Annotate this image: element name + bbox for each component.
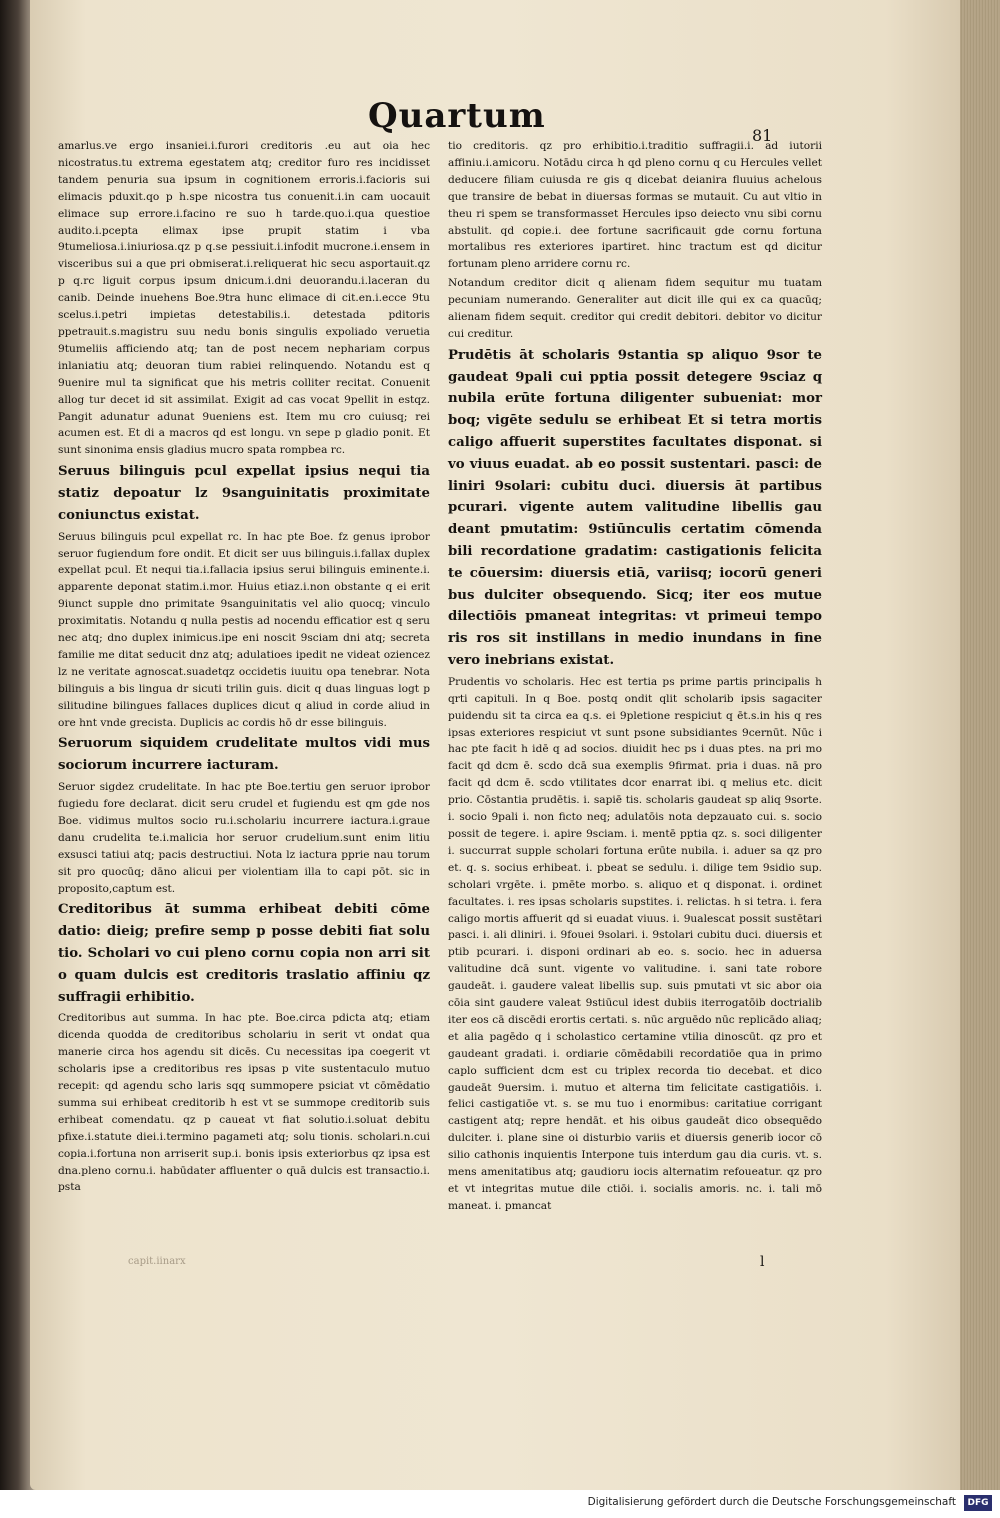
folio-number: 81	[752, 126, 773, 145]
signature-mark: l	[760, 1254, 765, 1270]
left-column	[58, 138, 430, 1198]
lemma-paragraph: Creditoribus āt summa erhibeat debiti cōme datio: dieig; prefire semp p posse debiti fiat solu tio. Scholari vo cui pleno cornu copia non arri sit o quam dulcis est creditoris traslatio affiniu qz suffragii erhibitio.	[58, 902, 430, 1005]
lemma-paragraph: Prudētis āt scholaris 9stantia sp aliquo 9sor te gaudeat 9pali cui pptia possit detegere 9sciaz q nubila erūte fortuna diligenter subueniat: mor boq; vigēte sedulu se erhibeat Et si tetra mortis caligo affuerit superstites facultates disponat. si vo viuus euadat. ab eo possit sustentari. pasci: de liniri 9solari: cubitu duci. diuersis āt partibus pcurari. vigente autem valitudine libellis gau deant pmutatim: 9stiūnculis certatim cōmenda bili recordatione gradatim: castigationis felicita te cōuersim: diuersis etiā, variisq; iocorū generi bus dulciter obsequendo. Sicq; iter eos mutue dilectiōis pmaneat integritas: vt primeui tempo ris ros sit instillans in medio inundans in fine vero inebrians existat.	[448, 347, 822, 669]
offset-text: capit.iinarx	[128, 1256, 186, 1267]
gloss-paragraph: amarlus.ve ergo insaniei.i.furori creditoris .eu aut oia hec nicostratus.tu extrema egestatem atq; creditor furo res incidisset tandem penuria sua ipsum in cognitionem erroris.i.facioris sui elimacis pduxit.qo p h.spe nicostra tus conuenit.i.in cam uocauit elimace sup errore.i.facino re suo h tarde.quo.i.qua questioe audito.i.pcepta elimax ipse prupit statim i vba 9tumeliosa.i.iniuriosa.qz p q.se pessiuit.i.infodit mucrone.i.ensem in visceribus sui a que pri obmiserat.i.reliquerat hic secu asportauit.qz p q.rc liguit corpus ipsum dnicum.i.dni deuorandu.i.laceran du canib. Deinde inuehens Boe.9tra hunc elimace di cit.en.i.ecce 9tu scelus.i.petri impietas detestabilis.i. detestada pditoris ppetrauit.s.magistru suu nedu bonis singulis expoliado veruetia 9tumeliis afficiendo atq; tan de post necem nephariam corpus inlaniatiu atq; deuoran tium rabiei relinquendo. Notandu est q 9uenire mul ta significat que his metris colliter recitat. Conuenit allog tur decet id sit assimilat. Exigit ad cas vocat 9pellit in estqz. Pangit adunatur adunat 9ueniens est. Item mu cro cuiusq; rei acumen est. Et di a macros qd est longu. vn sepe p gladio ponit. Et sunt sinonima ensis gladius mucro spata rompbea rc.	[58, 140, 430, 457]
lemma-paragraph: Seruorum siquidem crudelitate multos vidi mus sociorum incurrere iacturam.	[58, 736, 430, 774]
gloss-paragraph: Prudentis vo scholaris. Hec est tertia ps prime partis principalis h qrti capituli. In q Boe. postq ondit qlit scholarib ipsis sagaciter puidendu sit ta circa ea q.s. ei 9pletione respiciut q ēt.s.in his q res ipsas exteriores respiciut vt sunt psone subsidiantes 9cernūt. Nūc i hac pte facit h idē q ad socios. diuidit hec ps i duas ptes. na pri mo facit qd dcm ē. scdo dcā sua exemplis 9firmat. pria i duas. nā pro facit qd dcm ē. scdo vtilitates dcor enarrat ibi. q melius etc. dicit prio. Cōstantia prudētis. i. sapiē tis. scholaris gaudeat sp aliq 9sorte. i. socio 9pali i. non ficto neq; adulatōis nota depzauato cui. s. socio possit de tegere. i. apire 9sciam. i. mentē pptia qz. s. soci diligenter i. succurrat supple scholari fortuna erūte nubila. i. aduer sa qz pro et. q. s. socius erhibeat. i. pbeat se sedulu. i. dilige tem 9sidio sup. scholari vrgēte. i. pmēte morbo. s. aliquo et q disponat. i. ordinet facultates. i. res ipsas scholaris supstites. i. relictas. h si tetra. i. fera caligo mortis affuerit qd si euadat viuus. i. 9ualescat possit sustētari pasci. i. ali dliniri. i. 9fouei 9solari. i. 9stolari cubitu duci. diuersis et ptib pcurari. i. disponi ordinari ab eo. s. socio. hec in aduersa valitudine dcā sunt. vigente vo valitudine. i. sani tate robore gaudeāt. i. gaudere valeat libellis sup. suis pmutati vt sic abor oia cōia sint gaudere valeat 9stiūcul idest dubiis iterrogatōib doctrialib iter eos cā discēdi erortis certati. s. nūc arguēdo nūc replicādo aliaq; et alia pagēdo q i scholastico certamine vtilia dinoscūt. qz pro et gaudeant gradati. i. ordiarie cōmēdabili recordatiōe qua in primo caplo sufficient dcm est cu triplex recorda tio decebat. et dico gaudeāt 9uersim. i. mutuo et alterna tim felicitate castigatiōis. i. felici castigatiōe vt. s. se mu tuo i enormibus: caritatiue corrigant castigent atq; repre hendāt. et his oibus gaudeāt dico obsequēdo dulciter. i. plane sine oi disturbio variis et diuersis generib iocor cō silio cathonis inquientis Interpone tuis interdum gau dia curis. vt. s. mens amenitatibus atq; gaudioru iocis alternatim refoueatur. qz pro et vt integritas mutue dile ctiōi. i. socialis amoris. nc. i. tali mō maneat. i. pmancat	[448, 675, 822, 1212]
right-column	[448, 138, 822, 1217]
gloss-paragraph: Creditoribus aut summa. In hac pte. Boe.circa pdicta atq; etiam dicenda quodda de creditoribus scholariu in serit vt ondat qua manerie circa hos agendu sit dicēs. Cu necessitas ipa coegerit vt scholaris ipse a creditoribus res ipsas p vite sustentaculo mutuo recepit: qd agendu scho laris sqq summopere psiciat vt cōmēdatio summa sui erhibeat creditorib h est vt se summope creditorib suis erhibeat comendatu. qz p caueat vt fiat solutio.i.soluat debitu pfixe.i.statute diei.i.termino pagameti atq; solu tionis. scholari.n.cui copia.i.fortuna non arriserit sup.i. bonis ipsis exteriorbus qz ipsa est dna.pleno cornu.i. habūdater affluenter o quā dulcis est transactio.i. psta	[58, 1012, 430, 1194]
page-edges	[960, 0, 1000, 1490]
dfg-logo-icon: DFG	[964, 1495, 992, 1511]
funding-credit: Digitalisierung gefördert durch die Deutsche Forschungsgemeinschaft	[587, 1496, 956, 1508]
gloss-paragraph: tio creditoris. qz pro erhibitio.i.traditio suffragii.i. ad iutorii affiniu.i.amicoru. Notādu circa h qd pleno cornu q cu Hercules vellet deducere filiam cuiusda re gis q dicebat deianira fluuius achelous que transire de bebat in diuersas formas se mutauit. Cu aut vltio in theu ri spem se transformasset Hercules ipso deiecto vnu sibi cornu abstulit. qd copie.i. dee fortune sacrificauit gde cornu fortuna mortalibus res exteriores ipartiret. hinc tractum est qd dicitur fortunam pleno arridere cornu rc.	[448, 140, 822, 271]
footer-bar	[0, 1490, 1000, 1518]
gloss-paragraph: Seruus bilinguis pcul expellat rc. In hac pte Boe. fz genus iprobor seruor fugiendum fore ondit. Et dicit ser uus bilinguis.i.fallax duplex expellat pcul. Et nequi tia.i.fallacia ipsius serui bilinguis eminente.i. apparente deponat statim.i.mor. Huius etiaz.i.non obstante q ei erit 9iunct supple dno primitate 9sanguinitatis vel alio quocq; vinculo proximitatis. Notandu q nulla pestis ad nocendu efficatior est q seru nec atq; dno duplex inimicus.ipe eni noscit 9sciam dni atq; secreta familie me ditat seducit dnz atq; adulatioes ipedit ne videat oziencez lz ne veritate agnoscat.suadetqz occidetis iuuitu opa tenebrar. Nota bilinguis a bis lingua dr sicuti trilin guis. dicit q duas linguas logt p silitudine bilingues fallaces duplices dicut q aliud in corde aliud in ore hnt vnde grecista. Duplicis ac cordis hō dr esse bilinguis.	[58, 530, 430, 729]
running-title: Quartum	[368, 96, 546, 136]
gloss-paragraph: Notandum creditor dicit q alienam fidem sequitur mu tuatam pecuniam numerando. Generaliter aut dicit ille qui ex ca quacūq; alienam fidem sequit. creditor qui credit debitori. debitor vo dicitur cui creditur.	[448, 277, 822, 340]
gloss-paragraph: Seruor sigdez crudelitate. In hac pte Boe.tertiu gen seruor iprobor fugiedu fore declarat. dicit seru crudel et fugiendu est qm gde nos Boe. vidimus multos socio ru.i.scholariu incurrere iactura.i.graue danu crudelita te.i.malicia hor seruor crudelium.sunt enim litiu exsusci tatiui atq; pacis destructiui. Nota lz iactura pprie nau torum sit pro quocūq; dāno alicui per violentiam illa to capi pōt. sic in proposito,captum est.	[58, 781, 430, 895]
lemma-paragraph: Seruus bilinguis pcul expellat ipsius nequi tia statiz depoatur lz 9sanguinitatis proximitate coniunctus existat.	[58, 464, 430, 523]
